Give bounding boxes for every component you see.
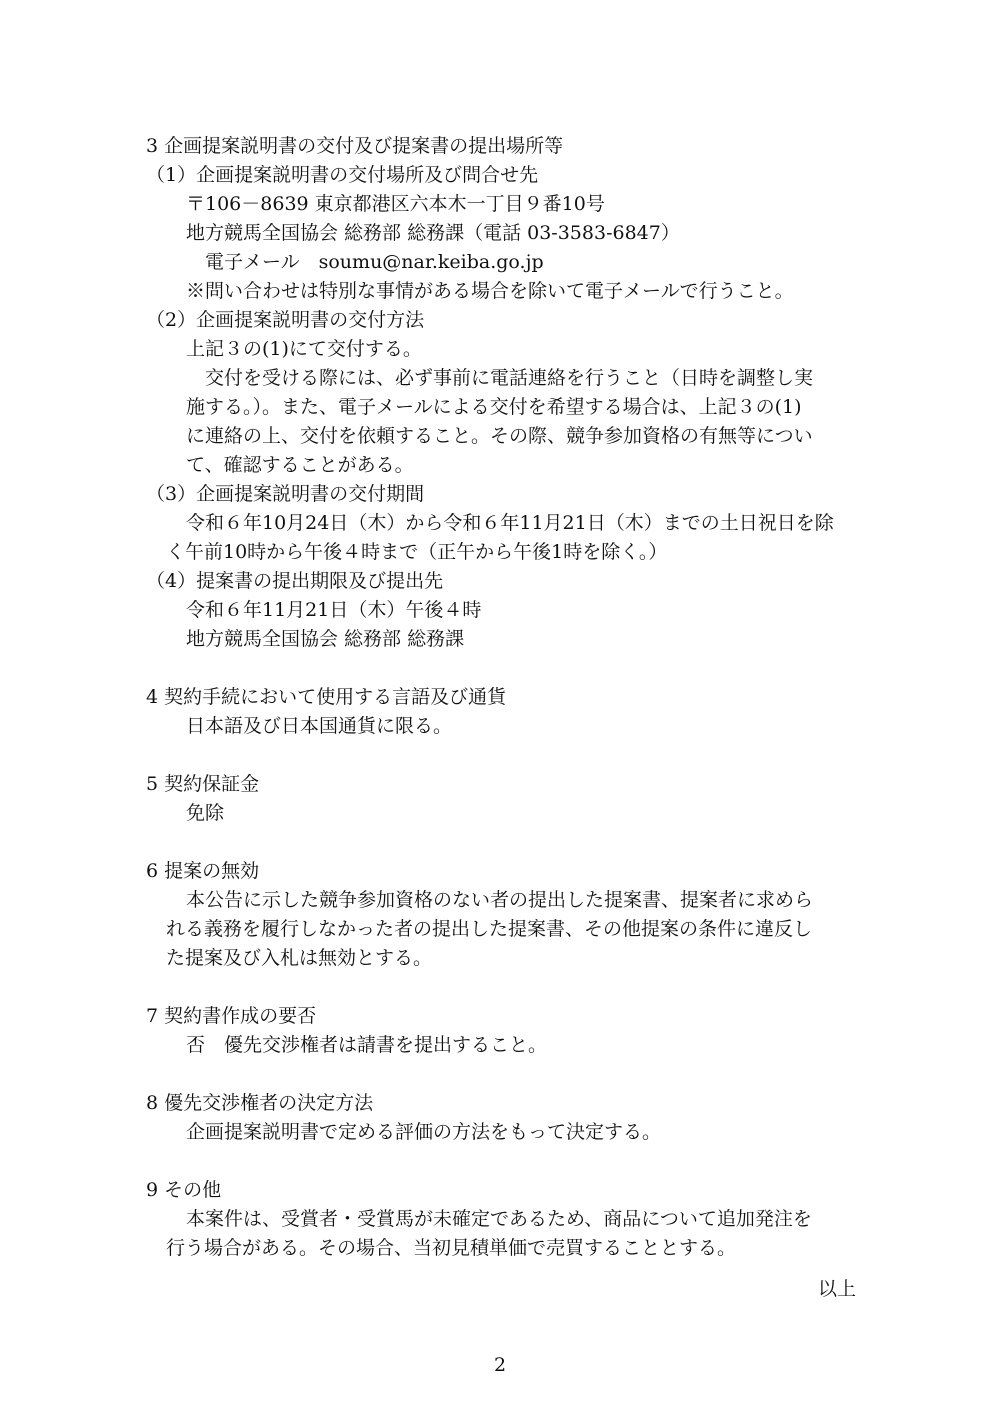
paragraph-line: 本案件は、受賞者・受賞馬が未確定であるため、商品について追加発注を	[186, 1208, 812, 1230]
page-number: 2	[493, 1354, 507, 1376]
subsection-3-4-heading: （4）提案書の提出期限及び提出先	[146, 570, 444, 592]
paragraph-line: 日本語及び日本国通貨に限る。	[186, 715, 453, 737]
paragraph-line: 行う場合がある。その場合、当初見積単価で売買することとする。	[166, 1237, 737, 1259]
section-4-heading: 4 契約手続において使用する言語及び通貨	[146, 686, 507, 708]
section-5-heading: 5 契約保証金	[146, 773, 260, 795]
subsection-3-3-heading: （3）企画提案説明書の交付期間	[146, 483, 425, 505]
paragraph-line: 令和６年10月24日（木）から令和６年11月21日（木）までの土日祝日を除	[186, 512, 834, 534]
contact-office: 地方競馬全国協会 総務部 総務課（電話 03-3583-6847）	[186, 222, 680, 244]
paragraph-line: 地方競馬全国協会 総務部 総務課	[186, 628, 465, 650]
section-6-heading: 6 提案の無効	[146, 860, 260, 882]
paragraph-line: 上記３の(1)にて交付する。	[186, 338, 422, 360]
closing-mark: 以上	[817, 1278, 856, 1300]
paragraph-line: れる義務を履行しなかった者の提出した提案書、その他提案の条件に違反し	[166, 918, 813, 940]
paragraph-line: 本公告に示した競争参加資格のない者の提出した提案書、提案者に求めら	[186, 889, 814, 911]
section-7-heading: 7 契約書作成の要否	[146, 1005, 317, 1027]
paragraph-line: く午前10時から午後４時まで（正午から午後1時を除く。）	[166, 541, 668, 563]
paragraph-line: 令和６年11月21日（木）午後４時	[186, 599, 482, 621]
subsection-3-2-heading: （2）企画提案説明書の交付方法	[146, 309, 425, 331]
contact-email: 電子メール soumu@nar.keiba.go.jp	[205, 251, 544, 273]
paragraph-line: に連絡の上、交付を依頼すること。その際、競争参加資格の有無等につい	[186, 425, 813, 447]
paragraph-line: 企画提案説明書で定める評価の方法をもって決定する。	[186, 1121, 662, 1143]
paragraph-line: 施する。）。また、電子メールによる交付を希望する場合は、上記３の(1)	[186, 396, 802, 418]
section-8-heading: 8 優先交渉権者の決定方法	[146, 1092, 374, 1114]
paragraph-line: た提案及び入札は無効とする。	[166, 947, 433, 969]
postal-address: 〒106－8639 東京都港区六本木一丁目９番10号	[186, 193, 605, 215]
subsection-3-1-heading: （1）企画提案説明書の交付場所及び問合せ先	[146, 164, 539, 186]
section-3-heading: 3 企画提案説明書の交付及び提案書の提出場所等	[146, 135, 564, 157]
paragraph-line: て、確認することがある。	[186, 454, 414, 476]
inquiry-note: ※問い合わせは特別な事情がある場合を除いて電子メールで行うこと。	[186, 280, 794, 302]
paragraph-line: 交付を受ける際には、必ず事前に電話連絡を行うこと（日時を調整し実	[205, 367, 814, 389]
paragraph-line: 免除	[186, 802, 225, 824]
section-9-heading: 9 その他	[146, 1179, 222, 1201]
paragraph-line: 否 優先交渉権者は請書を提出すること。	[186, 1034, 548, 1056]
